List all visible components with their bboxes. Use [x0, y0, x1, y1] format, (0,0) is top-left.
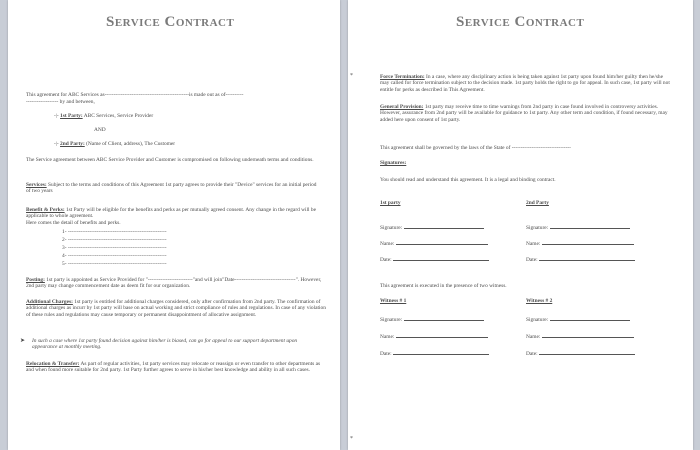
force-termination-text: In a case, where any disciplinary action is being taken against 1st party upon found him/her guilty then he/she may called for force termination subject to the decision made. 1st party holds the right to go for appeal. In such case, 1st party will not entitle for perks as described in This Agreement.	[380, 74, 670, 93]
witness-2-date-row	[526, 350, 635, 357]
party-2-signature-row	[526, 224, 630, 231]
benefit-item: 2- -------------------------------------------------------	[62, 237, 167, 243]
services-section	[26, 182, 318, 195]
signature-label: Signature:	[380, 225, 403, 231]
relocation-heading: Relocation & Transfer:	[26, 361, 80, 367]
name-label: Name:	[526, 241, 541, 247]
contract-page-2	[348, 0, 693, 450]
posting-text: 1st party is appointed as Service Provided for "-------------------------"and will join"Date----------------------------------". However, 2nd party may change commencement date as deem fit for our organization.	[26, 277, 322, 290]
date-label: Date:	[526, 257, 538, 263]
page-title: Service Contract	[456, 14, 585, 30]
party-2-name-row	[526, 240, 634, 247]
and-text: AND	[94, 127, 106, 133]
witness-2-signature-row	[526, 316, 630, 323]
posting-section	[26, 277, 326, 290]
name-line	[542, 240, 634, 245]
benefit-section	[26, 207, 318, 220]
benefit-item: 4- -------------------------------------------------------	[62, 253, 167, 259]
witness-1-signature-row	[380, 316, 484, 323]
party-1-label: 1st Party:	[60, 113, 83, 119]
date-line	[393, 350, 489, 355]
force-termination-section	[380, 74, 670, 93]
appeal-note: In such a case where 1st party found decision against him/her is biased, can go for appeal to our support department upon appearance at monthly meeting.	[32, 338, 298, 351]
date-line	[539, 350, 635, 355]
party-1-name-row	[380, 240, 488, 247]
name-line	[396, 333, 488, 338]
benefit-item: 5- -------------------------------------------------------	[62, 261, 167, 267]
witness-text: This agreement is executed in the presence of two witness.	[380, 283, 507, 289]
signature-line	[550, 316, 630, 321]
bullet-icon: ➤	[20, 338, 26, 344]
services-heading: Services:	[26, 182, 47, 188]
general-provision-section	[380, 104, 670, 123]
witness-1-name-row	[380, 333, 488, 340]
party-2-line: -|- 2nd Party: (Name of Client, address), The Customer	[54, 141, 176, 147]
intro-line-1: This agreement for ABC Services as-----------------------------------------------is made out as of----------	[26, 92, 244, 98]
name-line	[396, 240, 488, 245]
charges-section	[26, 299, 326, 318]
witness-2-heading: Witness # 2	[526, 298, 553, 304]
signature-label: Signature:	[526, 317, 549, 323]
intro-line-2: ------------------ by and between,	[26, 99, 95, 105]
relocation-section	[26, 361, 326, 374]
posting-heading: Posting:	[26, 277, 45, 283]
party-2-sign-heading: 2nd Party	[526, 200, 549, 206]
services-text: Subject to the terms and conditions of this Agreement 1st party agrees to provide their "Device" services for an initial period of two years	[26, 182, 317, 195]
benefit-item: 1- -------------------------------------------------------	[62, 229, 167, 235]
signature-label: Signature:	[526, 225, 549, 231]
witness-1-heading: Witness # 1	[380, 298, 407, 304]
contract-page-1	[8, 0, 340, 450]
party-1-date-row	[380, 256, 489, 263]
charges-heading: Additional Charges:	[26, 299, 73, 305]
name-label: Name:	[526, 334, 541, 340]
party-2-value: (Name of Client, address), The Customer	[86, 141, 176, 147]
date-line	[393, 256, 489, 261]
party-2-date-row	[526, 256, 635, 263]
benefit-heading: Benefit & Perks:	[26, 207, 65, 213]
relocation-text: As part of regular activities, 1st party services may relocate or reassign or even transfer to other departments as and when found more suitable for 2nd party. 1st Party further agrees to serve in his/her best knowledge and ability in all such cases.	[26, 361, 321, 374]
date-label: Date:	[380, 257, 392, 263]
signature-line	[550, 224, 630, 229]
asterisk-marker: *	[350, 73, 353, 79]
signatures-heading: Signatures:	[380, 160, 407, 166]
date-line	[539, 256, 635, 261]
charges-text: 1st party is entitled for additional charges considered, only after confirmation from 2nd party. The confirmation of additional charges as incurr by 1st party will base on actual working and strict compliance of rules and regulations. In case of any violation of these rules and regulations may cause temporary or permanent disappointment of allocative assignment.	[26, 299, 326, 318]
page-title: Service Contract	[106, 14, 235, 30]
date-label: Date:	[380, 351, 392, 357]
signature-line	[404, 224, 484, 229]
asterisk-marker: *	[350, 436, 353, 442]
party-1-signature-row	[380, 224, 484, 231]
signatures-text: You should read and understand this agreement. It is a legal and binding contract.	[380, 177, 556, 183]
general-provision-text: 1st party may receive time to time warnings from 2nd party in case found involved in controversy activities. However, assurance from 2nd party will be available for guidance to 1st party. Any other term and condition, if found necessary, may added here upon consent of 1st party.	[380, 104, 668, 123]
signature-line	[404, 316, 484, 321]
name-label: Name:	[380, 241, 395, 247]
name-line	[542, 333, 634, 338]
party-1-sign-heading: 1st party	[380, 200, 401, 206]
signature-label: Signature:	[380, 317, 403, 323]
intro-paragraph: The Service agreement between ABC Service Provider and Customer is compromised on following underneath terms and conditions.	[26, 157, 314, 163]
party-1-line: -|- 1st Party: ABC Services, Service Provider	[54, 113, 154, 119]
general-provision-heading: General Provision:	[380, 104, 424, 110]
benefit-text: 1st Party will be eligible for the benefits and perks as per mutually agreed consent. Any change in the regard will be applicable to whole agreement.	[26, 207, 316, 220]
benefit-list-intro: Here comes the detail of benefits and perks.	[26, 220, 121, 226]
name-label: Name:	[380, 334, 395, 340]
governing-law: This agreement shall be governed by the laws of the State of ---------------------------------	[380, 145, 571, 151]
witness-1-date-row	[380, 350, 489, 357]
force-termination-heading: Force Termination:	[380, 74, 425, 80]
party-2-label: 2nd Party:	[60, 141, 85, 147]
benefit-item: 3- -------------------------------------------------------	[62, 245, 167, 251]
witness-2-name-row	[526, 333, 634, 340]
party-1-value: ABC Services, Service Provider	[83, 113, 154, 119]
date-label: Date:	[526, 351, 538, 357]
